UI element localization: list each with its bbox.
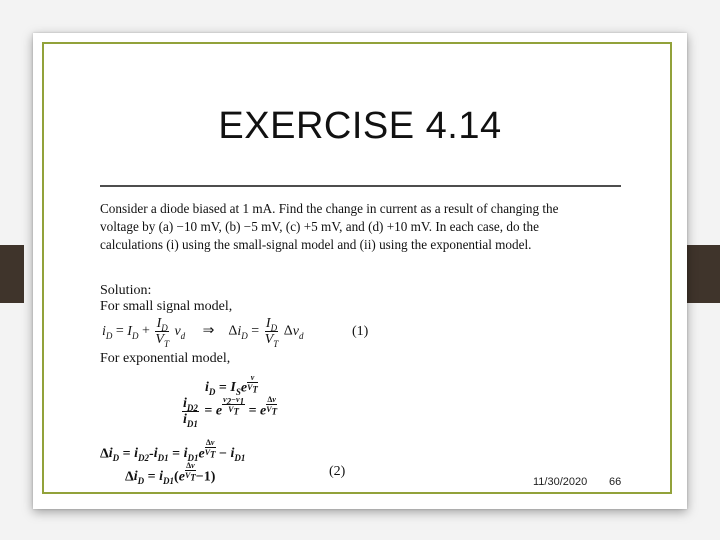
slide: [33, 33, 687, 509]
slide-title: EXERCISE 4.14: [218, 105, 502, 147]
equation-ratio: $\frac{i_{D2}}{i_{D1}}$ = e $^{\frac{v_2-v_1}{V_T}}$ = e $^{\frac{\Delta v}{V_T}}$: [183, 395, 278, 429]
exponential-label: For exponential model,: [100, 351, 231, 366]
slide-date: 11/30/2020: [533, 476, 588, 488]
left-accent-tab: [0, 245, 24, 303]
equation-1-tag: (1): [352, 324, 369, 339]
solution-heading: Solution:: [100, 283, 152, 298]
equation-small-signal: $i_D = I_D$ + $\frac{I_D}{V_T}$ $v_d$ ⇒ $\Delta i_D$ = $\frac{I_D}{V_T}$ $\Delta v_d$: [102, 316, 304, 349]
slide-page-number: 66: [609, 476, 622, 488]
small-signal-label: For small signal model,: [100, 299, 233, 314]
equation-delta-current: $\Delta i_D = i_{D2}-i_{D1} = i_{D1}e$ $^{\frac{\Delta v}{V_T}}$ − $i_{D1}$: [100, 438, 246, 464]
equation-delta-current-factored: $\Delta i_D = i_{D1}(e$ $^{\frac{\Delta v}{V_T}}$ −1): [125, 461, 216, 487]
title-divider: [100, 185, 621, 187]
exercise-question: Consider a diode biased at 1 mA. Find the change in current as a result of changing the voltage by (a) −10 mV, (b) −5 mV, (c) +5 mV, and (d) +10 mV. In each case, do the calculations (i) using the small-signal model and (ii) using the exponential model.: [100, 201, 559, 252]
equation-exponential: $i_D = I_Se$ $^{\frac{v}{V_T}}$: [205, 373, 258, 398]
equation-2-tag: (2): [329, 464, 346, 479]
